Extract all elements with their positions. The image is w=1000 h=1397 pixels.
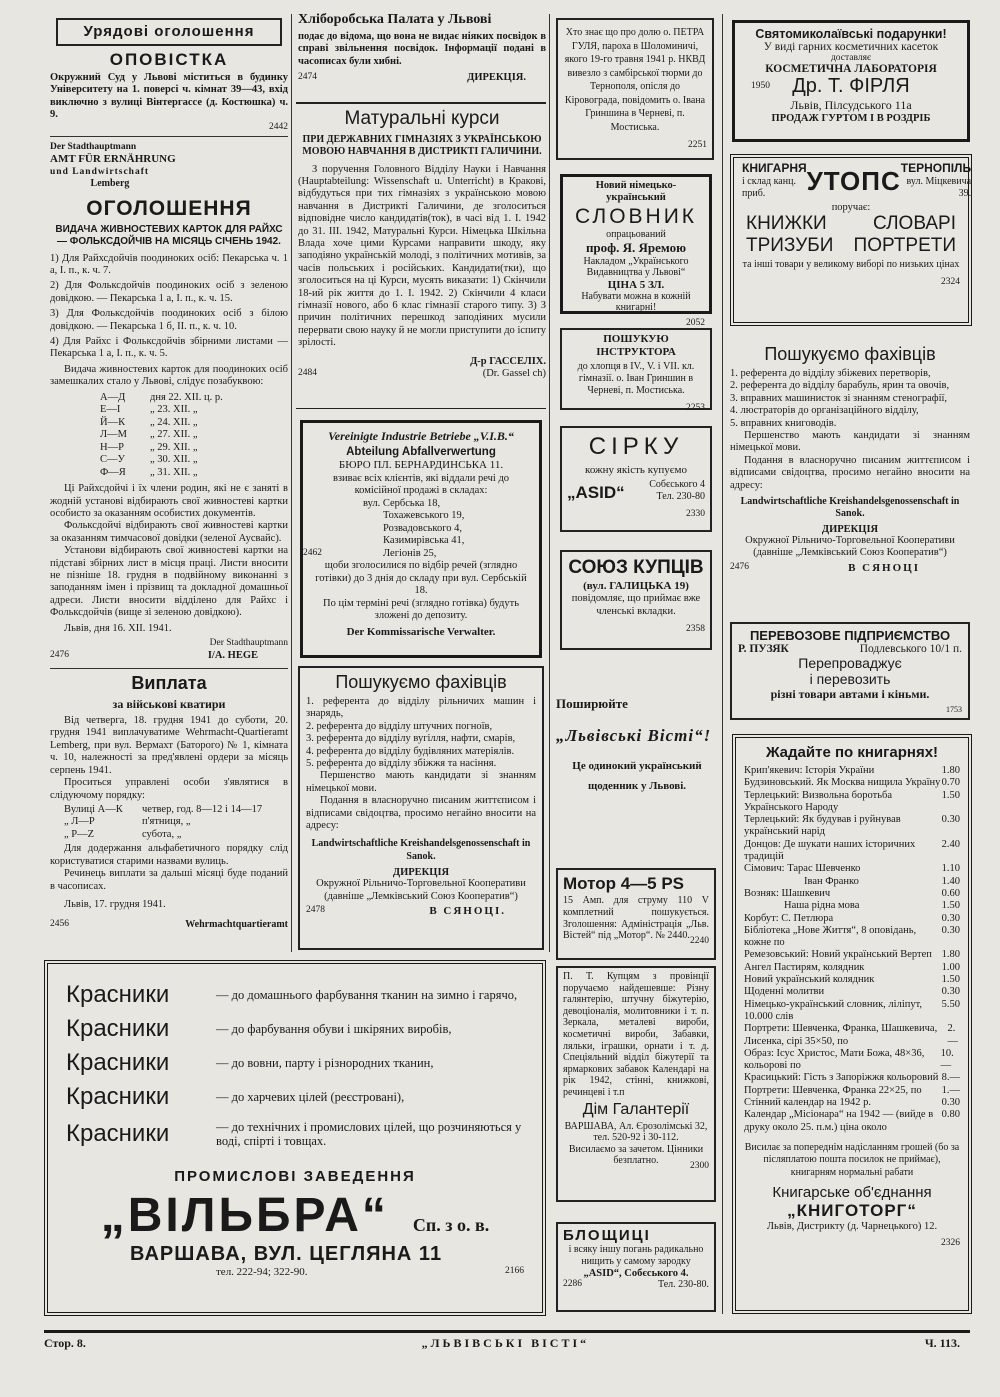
bloshchytsi-phone: Тел. 230-80. <box>658 1278 709 1290</box>
bloshchytsi-number: 2286 <box>563 1278 582 1289</box>
puziak-title: ПЕРЕВОЗОВЕ ПІДПРИЄМСТВО <box>749 628 951 643</box>
poshukuyemo-director-3: (давніше „Лемківський Союз Кооператив“) <box>324 890 518 902</box>
schedule-row: Й—К „ 24. XII. „ <box>100 416 198 428</box>
krasnyky-row <box>66 1114 524 1154</box>
knyhotorh-text: Висилає за попереднім надісланням грошей (бо за післяплатою пошта посилок не приймає), книгарням нормальні рабати <box>744 1141 960 1178</box>
sirku-firm: „ASID“ <box>567 483 625 502</box>
sirku-address: Собєського 4 <box>649 479 705 490</box>
poshukuyemo-title: Пошукуємо фахівців <box>335 672 507 692</box>
knyhotorh-ad <box>732 734 972 1314</box>
puziak-word: і перевозить <box>809 671 891 687</box>
firlia-text: У виді гарних косметичних касеток <box>763 41 939 53</box>
street-schedule <box>50 804 288 842</box>
instruktor-number: 2253 <box>686 403 705 413</box>
krasnyky-row <box>66 978 524 1012</box>
krasnyky-word: Красники <box>66 981 170 1008</box>
list-item: Будзиновський. Як Москва нищила Україну 0.70 <box>744 777 960 789</box>
utops-text: та інші товари у великому виборі по низьких цінах <box>742 259 960 270</box>
puziak-address: Подлевського 10/1 п. <box>859 643 962 655</box>
firlia-address: Львів, Пілсудського 11а <box>790 98 912 112</box>
krasnyky-word: Красники <box>66 1083 170 1110</box>
list-item: Ремезовський: Новий український Вертеп 1.80 <box>744 949 960 961</box>
poshukuyemo-ad-2 <box>730 344 970 610</box>
halanteriia-number: 2300 <box>690 1160 709 1171</box>
utops-address: вул. Міцкевича 39. <box>906 176 972 199</box>
knyhotorh-title: Жадайте по книгарнях! <box>765 744 939 761</box>
vilbra-firm-row <box>66 1189 524 1243</box>
page-footer <box>44 1336 960 1358</box>
poshukuyemo-firm: Landwirtschaftliche Kreishandelsgenossenschaft in Sanok. <box>311 838 531 862</box>
list-item: 2) Для Фольксдойчів поодиноких осіб з зеленою довідкою. — Пекарська 1 а, І. п., к. ч. 15. <box>50 280 288 304</box>
poshukuyemo-ad-1 <box>298 666 544 950</box>
vilbra-address: ВАРШАВА, ВУЛ. ЦЕГЛЯНА 11 <box>130 1243 443 1265</box>
opovistka-text: Окружний Суд у Львові міститься в будинку Університету на 1. поверсі ч. кімнат 39—43, вхід виключно з вулиці Вінтергассе (д. Костюшка) ч. 9. <box>50 72 288 121</box>
list-item: 4. люстраторів до організаційного відділу, <box>730 405 919 417</box>
poshyriuite-pre: Поширюйте <box>556 696 628 711</box>
poshukuyemo-director-2: Окружної Рільничо-Торговельної Кооперативи <box>745 534 955 546</box>
list-item: 2. референта до відділу барабуль, ярин та овочів, <box>730 380 950 392</box>
poshyriuite-ad <box>556 696 718 830</box>
firlia-title: Святомиколаївські подарунки! <box>755 27 947 41</box>
opovistka-title: ОПОВІСТКА <box>109 50 229 69</box>
poshyriuite-paper: „Львівські Вісті“! <box>556 726 712 745</box>
vib-text: взиває всіх клієнтів, які віддали речі до комісійної продажі в складах: <box>332 473 510 497</box>
vyplata-text-4: Речинець виплати за дальші місяці буде поданий в часописах. <box>50 868 288 892</box>
schedule-row: Ф—Я „ 31. XII. „ <box>100 466 198 478</box>
list-item: 1) Для Райхсдойчів поодиноких осіб: Пекарська ч. 1 а, І. п., к. ч. 7. <box>50 252 288 277</box>
poshukuyemo-director: ДИРЕКЦІЯ <box>821 523 879 535</box>
utops-bookstore: КНИГАРНЯ <box>742 161 807 175</box>
list-item: Наша рідна мова 1.50 <box>784 900 960 912</box>
schedule-row: „ Р—Z субота, „ <box>64 828 182 840</box>
firlia-sell: ПРОДАЖ ГУРТОМ І В РОЗДРІБ <box>771 113 931 124</box>
list-item: Донцов: Де шукати наших історичних традицій 2.40 <box>744 838 960 863</box>
motor-title: Мотор 4—5 PS <box>563 874 685 893</box>
vyplata-text: Від четверга, 18. грудня 1941 до суботи, 20. грудня 1941 виплачуватиме Wehrmacht-Quartieramt Lemberg, при вул. Вермахт (Баторого) № 1, кімната ч. 10, належності за пред'явлені ордери за місяць серпень 1941. <box>50 715 288 776</box>
utops-word: ТРИЗУБИ <box>746 235 834 256</box>
vyplata-date: Львів, 17. грудня 1941. <box>64 899 166 911</box>
list-item: 3. референта до відділу вугілля, нафти, смарів, <box>306 733 516 745</box>
bloshchytsi-text: і всяку іншу погань радикально нищить у самому зародку <box>568 1244 704 1267</box>
bloshchytsi-title: БЛОЩИЦІ <box>563 1227 651 1244</box>
list-item: Корбут: С. Петлюра 0.30 <box>744 912 960 924</box>
vib-subtitle: Abteilung Abfallverwertung <box>346 446 496 458</box>
utops-word: КНИЖКИ <box>746 213 827 234</box>
motor-number: 2240 <box>690 936 709 947</box>
stadt-line-2: AMT FÜR ERNÄHRUNG <box>50 153 176 166</box>
maturalni-number: 2484 <box>298 368 317 379</box>
list-item: Бібліотека „Нове Життя“, 8 оповідань, кожне по 0.30 <box>744 924 960 949</box>
street: Легіонів 25, <box>383 547 437 559</box>
krasnyky-line: — до вовни, парту і різнородних тканин, <box>216 1055 434 1070</box>
list-item: Терлецький: Визвольна боротьба Українського Народу 1.50 <box>744 789 960 813</box>
paragraph: Установи відбирають свої живностеві картки на підставі збірних лист в місця праці. Листи вносити не пізніше 18. грудня в подвійному виконанні з заподанням імен і прізвищ та докладної домашньої адреси. Листи вносити відділено для Райхс і Фольксдойчів (вище зі зеленою довідкою). <box>50 545 288 619</box>
halanteriia-ad <box>556 966 716 1202</box>
vib-address: БЮРО ПЛ. БЕРНАРДИНСЬКА 11. <box>338 459 504 471</box>
date-line: Львів, дня 16. XII. 1941. <box>64 622 172 634</box>
list-item: 2. референта до відділу штучних погноїв, <box>306 720 493 732</box>
schedule-row: А—Д дня 22. XII. ц. р. <box>100 391 223 403</box>
puziak-name: Р. ПУЗЯК <box>738 643 789 655</box>
poshukuyemo-number: 2476 <box>730 561 749 572</box>
vilbra-firm-suffix: Сп. з о. в. <box>412 1215 490 1235</box>
vyplata-title: Виплата <box>131 673 207 694</box>
vyplata-text-3: Для додержання альфабетичного порядку слід користуватися старими назвами вулиць. <box>50 843 288 867</box>
poshukuyemo-text-2: Подання в власноручно писаним життєписом і відписами свідоцтва, просимо негайно вносити на адресу: <box>306 795 536 832</box>
khliborobska-title: Хліборобська Палата у Львові <box>298 12 492 27</box>
list-item: 4) Для Райхс і Фольксдойчів збірними листами — Пекарська 1 а, І. п., к. ч. 5. <box>50 336 288 360</box>
krasnyky-line: — до фарбування обуви і шкіряних виробів, <box>216 1021 452 1036</box>
maturalni-signature-latin: (Dr. Gassel ch) <box>482 368 546 380</box>
ogoloshennia-subtitle: ВИДАЧА ЖИВНОСТЕВИХ КАРТОК ДЛЯ РАЙХС — ФОЛЬКСДОЙЧІВ НА МІСЯЦЬ СІЧЕНЬ 1942. <box>55 223 283 247</box>
street: Тохажевського 19, <box>383 510 465 522</box>
column-1 <box>50 14 288 948</box>
maturalni-subtitle: ПРИ ДЕРЖАВНИХ ГІМНАЗІЯХ З УКРАЇНСЬКОЮ МОВОЮ НАВЧАННЯ В ДИСТРИКТІ ГАЛИЧИНИ. <box>302 134 542 157</box>
poshukuyemo-director-3: (давніше „Лемківський Союз Кооператив“) <box>753 547 947 559</box>
firlia-deliver: доставляє <box>830 53 872 63</box>
street: Казимирівська 41, <box>383 535 465 547</box>
utops-ad <box>730 154 972 326</box>
list-item: Стінний календар на 1942 р. 0.30 <box>744 1097 960 1109</box>
issue-number: Ч. 113. <box>924 1336 960 1350</box>
puziak-word: Перепроваджує <box>798 655 902 671</box>
stadt-line-4: Lemberg <box>90 178 130 190</box>
page-number: Стор. 8. <box>44 1336 86 1350</box>
instruktor-title: ПОШУКУЮ ІНСТРУКТОРА <box>596 333 676 358</box>
list-item: 1. референта до відділу рільничих машин і знарядь, <box>306 696 536 720</box>
paragraph: Фольксдойчі відбирають свої живностеві картки за оказанням тимчасової довідки (зеленої Аусвайс). <box>50 520 288 544</box>
ogoloshennia-title: ОГОЛОШЕННЯ <box>86 196 252 220</box>
utops-city: ТЕРНОПІЛЬ <box>900 161 972 175</box>
slovnyk-publisher: Накладом „Українського Видавництва у Львові“ <box>583 255 689 279</box>
vib-streets <box>303 497 531 561</box>
poshukuyemo-director-2: Окружної Рільничо-Торговельної Кооперативи <box>316 878 526 890</box>
vilbra-industrial: ПРОМИСЛОВІ ЗАВЕДЕННЯ <box>174 1168 416 1185</box>
stadt-line-3: und Landwirtschaft <box>50 166 150 177</box>
newspaper-name: „ЛЬВІВСЬКІ ВІСТІ“ <box>421 1336 590 1350</box>
list-item: 1. референта до відділу збіжевих перетворів, <box>730 368 931 379</box>
poshukuyemo-city: В СЯНОЦІ. <box>429 905 506 918</box>
vib-title: Vereinigte Industrie Betriebe „V.I.B.“ <box>328 429 514 443</box>
firlia-number: 1950 <box>751 81 770 91</box>
gul-text: Хто знає що про долю о. ПЕТРА ГУЛЯ, пароха в Шоломиничі, якого 19-го травня 1941 р. НКВД вивезло з самбірської тюрми до Тернополя, опісля до Кіровограда, повідомить о. Івана Гриншина в Черневі, п. Мостиська. <box>564 27 706 133</box>
sirku-text: кожну якість купуємо <box>585 464 687 476</box>
list-item: Іван Франко 1.40 <box>804 875 960 887</box>
list-item: 3. вправних машинисток зі знанням стенографії, <box>730 392 948 404</box>
maturalni-signature: Д-р ГАССЕЛІХ. <box>470 355 546 367</box>
list-item: Сімович: Тарас Шевченко 1.10 <box>744 863 960 875</box>
poshukuyemo-city: В СЯНОЦІ <box>848 561 920 574</box>
letter-schedule <box>50 392 288 480</box>
instruktor-text: до хлопця в IV., V. і VII. кл. гімназії. о. Іван Гриншин в Черневі, п. Мостиська. <box>577 361 695 396</box>
poshukuyemo-text: Першенство мають кандидати зі знанням німецької мови. <box>730 430 970 454</box>
opovistka-number: 2442 <box>269 121 288 132</box>
vyplata-text-2: Проситься управлені особи з'являтися в слідуючому порядку: <box>50 777 288 801</box>
krasnyky-word: Красники <box>66 1120 170 1147</box>
vilbra-ad <box>44 960 546 1316</box>
halanteriia-text: П. Т. Купцям з провінції поручаємо найдешевше: Різну галянтерію, штучну біжутерію, девоціоналія, молитовники і т. п. Зеркала, металеві вироби, косметичні вироби, Забавки, ляльки, іграшки, орнати і т. д. Спеціяльний відділ біжутерії та ярмаркових забавок Календарі на рік 1942, стінні, книжкові, речинцеві і т.п <box>563 971 709 1098</box>
firlia-lab: КОСМЕТИЧНА ЛАБОРАТОРІЯ <box>765 63 937 75</box>
ogoloshennia-number: 2476 <box>50 649 69 660</box>
list-item: Щоденні молитви 0.30 <box>744 986 960 998</box>
list-item: Возняк: Шашкевич 0.60 <box>744 887 960 899</box>
utops-recommends: поручає: <box>831 202 871 213</box>
knyhotorh-number: 2326 <box>941 1238 960 1249</box>
krasnyky-line: — до домашнього фарбування тканин на зимно і гарячо, <box>216 987 518 1002</box>
maturalni-title: Матуральні курси <box>344 108 500 129</box>
utops-number: 2324 <box>941 277 960 288</box>
list-item: Портрети: Шевченка, Франка 22×25, по 1.— <box>744 1084 960 1096</box>
slovnyk-by: опрацьований <box>606 228 666 240</box>
krasnyky-word: Красники <box>66 1049 170 1076</box>
list-item: 4. референта до відділу будівляних матеріялів. <box>306 745 515 757</box>
list-item: Красицький: Гість з Запоріжжя кольоровий 8.— <box>744 1072 960 1084</box>
sirku-title: СІРКУ <box>588 433 684 460</box>
khliborobska-ad <box>298 12 546 98</box>
puziak-number: 1753 <box>946 705 962 714</box>
schedule-row: „ Л—Р п'ятниця, „ <box>64 816 191 828</box>
knyhotorh-firm-1: Книгарське об'єднання <box>772 1184 932 1202</box>
book-price-list <box>744 765 960 1134</box>
slovnyk-buy: Набувати можна в кожній книгарні! <box>581 290 691 314</box>
vib-text-2: щоби зголосилися по відбір речей (зглядно готівки) до 3 днія до складу при вул. Сербській 18. <box>315 560 527 597</box>
slovnyk-ad <box>560 174 712 328</box>
utops-word: СЛОВАРІ <box>872 213 956 234</box>
poshukuyemo-text-2: Подання в власноручно писаним життєписом і відписами свідоцтва, просимо негайно вносити на адресу: <box>730 454 970 491</box>
list-item: 5. референта до відділу збіжжя та насіння. <box>306 758 497 770</box>
soyuz-number: 2358 <box>686 624 705 634</box>
khliborobska-signature: ДИРЕКЦІЯ. <box>467 72 526 84</box>
vyplata-number: 2456 <box>50 919 69 930</box>
list-item: Новий український колядник 1.50 <box>744 974 960 986</box>
vib-text-3: По цім терміні речі (зглядно готівка) будуть зложені до депозиту. <box>323 597 519 621</box>
vyplata-signature: Wehrmachtquartieramt <box>185 919 288 931</box>
slovnyk-title: СЛОВНИК <box>574 204 698 228</box>
knyhotorh-firm-2: „КНИГОТОРГ“ <box>787 1201 917 1221</box>
slovnyk-pretitle: Новий німецько-український <box>595 180 677 204</box>
street: Розвадовського 4, <box>383 522 463 534</box>
puziak-text: різні товари автами і кіньми. <box>770 687 930 701</box>
poshukuyemo-director: ДИРЕКЦІЯ <box>392 867 450 879</box>
signature-title: Der Stadthauptmann <box>209 638 288 649</box>
sirku-phone: Тел. 230-80 <box>656 491 705 502</box>
utops-store: і склад канц. приб. <box>742 176 796 199</box>
motor-text: 15 Амп. для струму 110 V комплетний пошукується. Зголошення: Адміністрація „Льв. Вістей“ під „Мотор“. № 2440. <box>563 895 709 942</box>
utops-word: ПОРТРЕТИ <box>853 235 956 256</box>
schedule-row: Вулиці А—К четвер, год. 8—12 і 14—17 <box>64 803 263 815</box>
vilbra-firm: „ВІЛЬБРА“ <box>100 1189 389 1242</box>
paragraph: Ці Райхсдойчі і їх члени родин, які не є занятi в жодній установі відбирають свої живностеві картки особисто за оказанням особистих документів. <box>50 483 288 519</box>
poshukuyemo-firm: Landwirtschaftliche Kreishandelsgenossenschaft in Sanok. <box>740 496 960 520</box>
maturalni-kursy <box>298 106 546 404</box>
khliborobska-text: подає до відома, що вона не видає ніяких посвідок в справі звільнення посвідок. Інформації подані в часописах були хибні. <box>298 31 546 67</box>
krasnyky-row <box>66 1012 524 1046</box>
khliborobska-number: 2474 <box>298 72 317 83</box>
list-item: 5. вправних книговодів. <box>730 417 837 429</box>
maturalni-text: З поручення Головного Відділу Науки і Навчання (Hauptabteilung: Wissenschaft u. Unterricht) в Кракові, відбудуться при тих гімназіях з українською мовою навчання в Дистрикті Галичини, де зголоситься відповідне число кандидатів(ток), в часі від 1. I. 1942 до 31. III. 1942, Матуральні Курси. Німецька Шкільна Влада хоче цими Курсами направити шкоду, яку заподіяно українській молоді, з політичних мотивів, за часів польських і російських. Кандидати(тки), що зголоситься на ці Курси, мусять виказати: 1) Скінчили 18-ий рік життя до 1. I. 1942. 2) Скінчили 4 класи гімназії нового, або 6 клас гімназії старого типу. 3) З причин політичних перешкод заподіяних мусили перервати свою науку й не могли приступити до іспиту зрілості. <box>298 163 546 349</box>
section-header <box>56 18 282 46</box>
krasnyky-row <box>66 1046 524 1080</box>
slovnyk-price: ЦІНА 5 ЗЛ. <box>607 278 665 291</box>
schedule-row: Е—І „ 23. XII. „ <box>100 404 198 416</box>
vydacha-text: Видача живностевих карток для поодиноких осіб замешкалих стало у Львові, слідує позабуквою: <box>50 363 288 388</box>
street: вул. Сербська 18, <box>363 497 441 509</box>
vilbra-number: 2166 <box>505 1266 524 1276</box>
vib-number: 2462 <box>303 547 322 558</box>
krasnyky-line: — до технічних і промислових цілей, що розчиняються у воді, спірті і товщах. <box>216 1120 522 1148</box>
poshukuyemo-number: 2478 <box>306 905 325 916</box>
slovnyk-author: проф. Я. Яремою <box>585 239 687 255</box>
puziak-ad <box>730 622 970 720</box>
vyplata-subtitle: за військові кватири <box>112 697 226 712</box>
list-item: Ангел Пастирям, колядник 1.00 <box>744 961 960 973</box>
soyuz-text: повідомляє, що приймає вже членські вкладки. <box>571 593 701 617</box>
section-header-label: Урядові оголошення <box>83 23 255 40</box>
card-office-list <box>50 253 288 361</box>
bloshchytsi-firm: „ASID“, Собєського 4. <box>583 1267 689 1279</box>
list-item: Календар „Місіонара“ на 1942 — (вийде в друку около 25. п.м.) ціна около 0.80 <box>744 1109 960 1133</box>
halanteriia-text-2: Висилаємо за зачетом. Цінники безплатно. <box>568 1143 704 1167</box>
firlia-doctor: Др. Т. ФІРЛЯ <box>792 75 910 97</box>
firlia-ad <box>732 20 970 142</box>
schedule-row: Л—М „ 27. XII. „ <box>100 429 198 441</box>
poshukuyemo-title: Пошукуємо фахівців <box>764 344 936 364</box>
list-item: Крип'якевич: Історія України 1.80 <box>744 765 960 776</box>
knyhotorh-address: Львів, Дистрикту (д. Чарнецького) 12. <box>766 1221 938 1233</box>
slovnyk-number: 2052 <box>686 317 705 328</box>
sirku-number: 2330 <box>686 509 705 519</box>
poshukuyemo-text: Першенство мають кандидати зі знанням німецької мови. <box>306 770 536 794</box>
soyuz-kuptsiv-ad <box>560 550 712 650</box>
gul-number: 2251 <box>688 140 707 150</box>
vib-signature: Der Kommissarische Verwalter. <box>346 626 496 639</box>
utops-title: УТОПС <box>806 165 901 196</box>
sirku-ad <box>560 426 712 532</box>
soyuz-address: (вул. ГАЛИЦЬКА 19) <box>583 580 689 592</box>
krasnyky-word: Красники <box>66 1015 170 1042</box>
list-item: Портрети: Шевченка, Франка, Шашкевича, Лисенка, сірі 35×50, по 2.— <box>744 1023 959 1047</box>
stadt-line-1: Der Stadthauptmann <box>50 141 137 152</box>
halanteriia-title: Дім Галантерії <box>582 1100 690 1118</box>
vib-ad <box>300 420 542 658</box>
halanteriia-address: ВАРШАВА, Ал. Єрозолімські 32, тел. 520-92 і 30-112. <box>564 1120 708 1144</box>
krasnyky-row <box>66 1080 524 1114</box>
list-item: Образ: Ісус Христос, Мати Божа, 48×36, кольорові по 10.— <box>744 1047 954 1072</box>
gul-ad <box>556 18 714 160</box>
signature-name: I/A. HEGE <box>207 649 258 661</box>
list-item: Терлецький: Як будував і руйнував український нарід 0.30 <box>744 814 960 838</box>
krasnyky-line: — до харчевих цілей (реєстровані), <box>216 1089 405 1104</box>
schedule-row: С—У „ 30. XII. „ <box>100 454 198 466</box>
bloshchytsi-ad <box>556 1222 716 1312</box>
poshyriuite-text: Це одинокий український щоденник у Львові. <box>572 760 702 792</box>
vilbra-phone: тел. 222-94; 322-90. <box>216 1266 308 1278</box>
list-item: 3) Для Фольксдойчів поодиноких осіб з білою довідкою. — Пекарська 1 б, ІІ. п., к. ч. 10. <box>50 308 288 332</box>
list-item: Німецько-український словник, ліліпут, 10.000 слів 5.50 <box>744 998 960 1022</box>
motor-ad <box>556 868 716 960</box>
schedule-row: Н—Р „ 29. XII. „ <box>100 441 198 453</box>
soyuz-title: СОЮЗ КУПЦІВ <box>568 557 704 578</box>
instruktor-ad <box>560 328 712 413</box>
